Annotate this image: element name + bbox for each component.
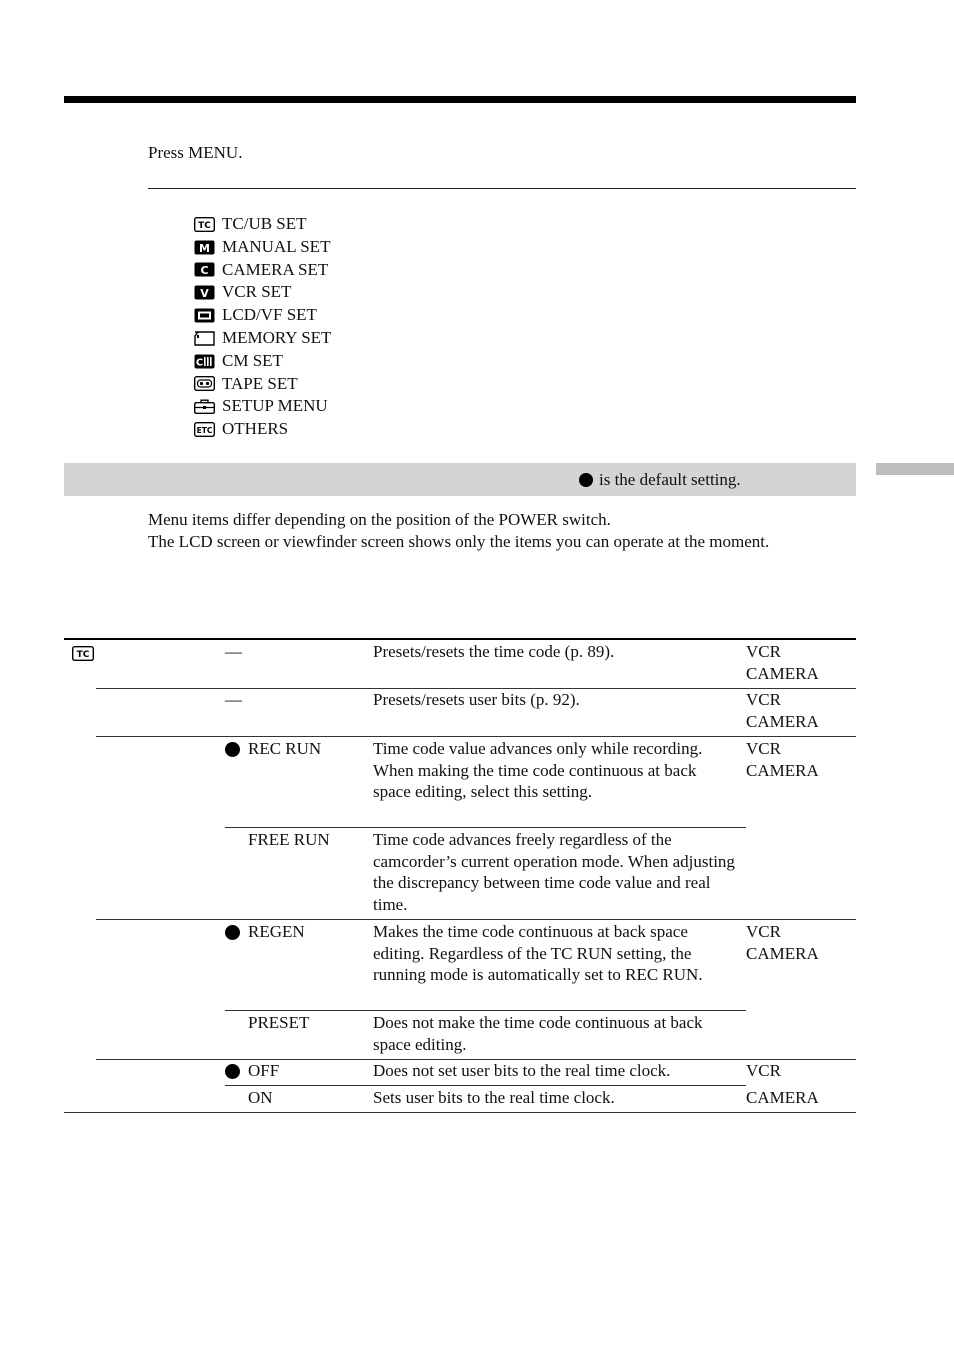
default-dot-icon [579, 473, 593, 487]
setting-label: REGEN [248, 922, 305, 941]
svg-text:C: C [200, 264, 209, 278]
tc-icon [72, 646, 94, 666]
tc-icon [194, 217, 215, 232]
menu-item-lcd-vf-set [194, 304, 331, 327]
menu-item-cm-set [194, 350, 331, 373]
menu-item-label: LCD/VF SET [222, 305, 317, 325]
table-cell-description: Does not set user bits to the real time clock. [373, 1061, 671, 1080]
toolbox-icon [194, 399, 215, 414]
table-cell-setting [225, 641, 242, 663]
menu-item-label: MEMORY SET [222, 327, 332, 347]
etc-icon [194, 422, 215, 437]
svg-text:C: C [195, 357, 204, 369]
default-note-text: is the default setting. [599, 470, 741, 489]
menu-item-label: TC/UB SET [222, 214, 307, 233]
table-top-rule [64, 638, 856, 640]
table-cell-description: Sets user bits to the real time clock. [373, 1088, 615, 1107]
table-cell-setting [225, 1087, 273, 1109]
table-cell-mode: VCR CAMERA [746, 922, 819, 963]
table-bottom-rule [64, 1112, 856, 1113]
default-dot-icon [225, 925, 240, 940]
table-cell-mode: CAMERA [746, 1088, 819, 1107]
header-rule [64, 96, 856, 103]
row-divider [225, 827, 746, 828]
svg-text:TC: TC [198, 220, 211, 231]
setting-label: ON [248, 1088, 273, 1107]
row-divider [225, 1010, 746, 1011]
table-cell-mode: VCR CAMERA [746, 739, 819, 780]
intro-text [148, 509, 828, 553]
side-index-tab [876, 463, 954, 475]
default-dot-icon [225, 742, 240, 757]
setting-label: PRESET [248, 1013, 310, 1032]
vcr-icon [194, 285, 215, 300]
table-cell-setting [225, 1060, 279, 1082]
row-divider [96, 736, 856, 737]
table-cell-description: Does not make the time code continuous at back space editing. [373, 1013, 703, 1054]
manual-icon [194, 240, 215, 255]
table-cell-description: Presets/resets user bits (p. 92). [373, 690, 580, 709]
menu-item-camera-set [194, 259, 331, 282]
table-cell-description: Time code advances freely regardless of the camcorder’s current operation mode. When adjusting the discrepancy between time code value and real time. [373, 830, 735, 915]
row-divider [225, 1085, 746, 1086]
menu-item-tc-ub-set [194, 213, 331, 236]
default-dot-icon [225, 1064, 240, 1079]
table-cell-setting [225, 689, 242, 711]
svg-text:V: V [200, 287, 209, 301]
menu-item-manual-set [194, 236, 331, 259]
table-cell-setting [225, 738, 321, 760]
menu-item-setup-menu [194, 395, 331, 418]
setting-label: — [225, 642, 242, 661]
setting-label: OFF [248, 1061, 280, 1080]
cm-icon [194, 354, 215, 369]
setting-label: — [225, 690, 242, 709]
menu-item-label: TAPE SET [222, 373, 298, 393]
table-cell-description: Makes the time code continuous at back space editing. Regardless of the TC RUN setting, the running mode is automatically set to REC RUN. [373, 922, 703, 985]
svg-text:ETC: ETC [196, 425, 213, 435]
intro-line: The LCD screen or viewfinder screen shows only the items you can operate at the moment. [148, 531, 770, 551]
table-cell-description: Presets/resets the time code (p. 89). [373, 642, 615, 661]
menu-item-label: CM SET [222, 350, 283, 370]
menu-item-tape-set [194, 373, 331, 396]
menu-item-others [194, 418, 331, 441]
table-cell-setting [225, 829, 330, 851]
menu-item-label: SETUP MENU [222, 396, 328, 416]
table-cell-mode: VCR CAMERA [746, 642, 819, 683]
intro-line: Menu items differ depending on the position of the POWER switch. [148, 510, 611, 529]
menu-item-vcr-set [194, 281, 331, 304]
table-cell-description: Time code value advances only while recording. When making the time code continuous at back space editing, select this setting. [373, 739, 703, 802]
default-setting-note [579, 469, 741, 491]
tape-icon [194, 376, 215, 391]
menu-list [194, 213, 331, 441]
table-cell-setting [225, 921, 305, 943]
memory-icon [194, 331, 215, 346]
lcd-vf-icon [194, 308, 215, 323]
table-cell-mode: VCR [746, 1061, 781, 1080]
menu-item-label: OTHERS [222, 419, 289, 439]
menu-item-label: VCR SET [222, 282, 292, 302]
camera-icon [194, 262, 215, 277]
table-cell-mode: VCR CAMERA [746, 690, 819, 731]
menu-item-label: MANUAL SET [222, 236, 331, 256]
menu-item-memory-set [194, 327, 331, 350]
setting-label: FREE RUN [248, 830, 330, 849]
svg-text:TC: TC [76, 650, 90, 660]
divider [148, 188, 856, 189]
svg-text:M: M [199, 241, 210, 255]
table-cell-setting [225, 1012, 309, 1034]
instruction-text: Press MENU. [148, 143, 243, 162]
setting-label: REC RUN [248, 739, 322, 758]
menu-item-label: CAMERA SET [222, 259, 329, 279]
row-divider [96, 919, 856, 920]
